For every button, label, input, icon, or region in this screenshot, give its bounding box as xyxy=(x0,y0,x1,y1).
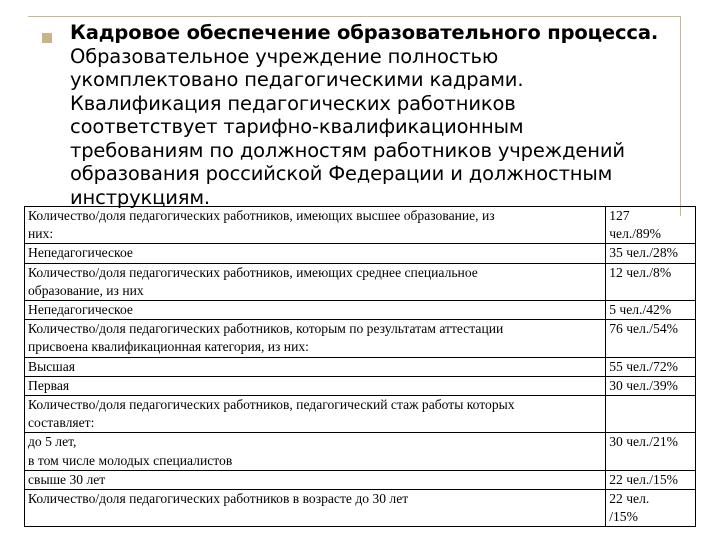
table-row xyxy=(25,320,696,357)
label-line: Количество/доля педагогических работников в возрасте до 30 лет xyxy=(28,491,409,507)
value-line: 35 чел./28% xyxy=(609,245,678,261)
label-line: Непедагогическое xyxy=(28,245,133,261)
row-value xyxy=(606,320,696,357)
row-label xyxy=(25,320,606,357)
value-line: чел./89% xyxy=(609,226,661,242)
value-line: 22 чел. xyxy=(609,491,650,507)
row-label xyxy=(25,244,606,263)
staff-table xyxy=(24,206,696,527)
row-label xyxy=(25,207,606,244)
table-row xyxy=(25,490,696,527)
table-row xyxy=(25,376,696,395)
row-label xyxy=(25,490,606,527)
label-line: присвоена квалификационная категория, из них: xyxy=(28,339,309,355)
heading-title: Кадровое обеспечение образовательного процесса. xyxy=(70,21,659,44)
label-line: до 5 лет, xyxy=(28,434,77,450)
label-line: Количество/доля педагогических работников, которым по результатам аттестации xyxy=(28,321,504,337)
heading-line: инструкциям. xyxy=(70,185,210,209)
row-value xyxy=(606,244,696,263)
table-row xyxy=(25,301,696,320)
label-line: свыше 30 лет xyxy=(28,471,106,487)
value-line: 30 чел./21% xyxy=(609,434,678,450)
table-row xyxy=(25,396,696,433)
row-value xyxy=(606,470,696,489)
label-line: Непедагогическое xyxy=(28,302,133,318)
row-value xyxy=(606,207,696,244)
square-bullet-icon xyxy=(42,33,52,43)
row-value xyxy=(606,357,696,376)
row-value xyxy=(606,433,696,470)
slide-frame-top xyxy=(28,16,680,17)
row-value xyxy=(606,396,696,433)
value-line: 55 чел./72% xyxy=(609,358,678,374)
label-line: Количество/доля педагогических работников, имеющих высшее образование, из xyxy=(28,208,495,223)
value-line: 22 чел./15% xyxy=(609,471,678,487)
heading-line: образования российской Федерации и должностным xyxy=(70,162,613,185)
heading-paragraph xyxy=(70,21,685,209)
label-line: в том числе молодых специалистов xyxy=(28,452,233,468)
heading-line: Образовательное учреждение полностью xyxy=(70,44,499,68)
value-line: 127 xyxy=(609,208,630,223)
row-label xyxy=(25,433,606,470)
row-label xyxy=(25,396,606,433)
row-value xyxy=(606,490,696,527)
value-line: 76 чел./54% xyxy=(609,321,678,337)
label-line: составляет: xyxy=(28,415,95,431)
value-line: 12 чел./8% xyxy=(609,264,672,280)
label-line: образование, из них xyxy=(28,282,144,298)
table-row xyxy=(25,207,696,244)
heading-line: соответствует тарифно-квалификационным xyxy=(70,115,524,138)
row-value xyxy=(606,263,696,300)
label-line: Первая xyxy=(28,377,70,393)
value-line: 30 чел./39% xyxy=(609,377,678,393)
label-line: Количество/доля педагогических работников, имеющих среднее специальное xyxy=(28,264,478,280)
row-value xyxy=(606,301,696,320)
table-row xyxy=(25,357,696,376)
row-label xyxy=(25,357,606,376)
heading-line: Квалификация педагогических работников xyxy=(70,91,516,115)
row-label xyxy=(25,263,606,300)
table-row xyxy=(25,263,696,300)
row-label xyxy=(25,470,606,489)
label-line: них: xyxy=(28,226,54,242)
table-row xyxy=(25,244,696,263)
value-line: 5 чел./42% xyxy=(609,302,672,318)
heading-line: укомплектовано педагогическими кадрами. xyxy=(70,68,524,91)
label-line: Высшая xyxy=(28,358,75,374)
table-row xyxy=(25,470,696,489)
heading-line: требованиям по должностям работников учреждений xyxy=(70,138,625,162)
value-line: /15% xyxy=(609,509,638,525)
table-row xyxy=(25,433,696,470)
row-value xyxy=(606,376,696,395)
row-label xyxy=(25,376,606,395)
row-label xyxy=(25,301,606,320)
label-line: Количество/доля педагогических работников, педагогический стаж работы которых xyxy=(28,397,515,413)
